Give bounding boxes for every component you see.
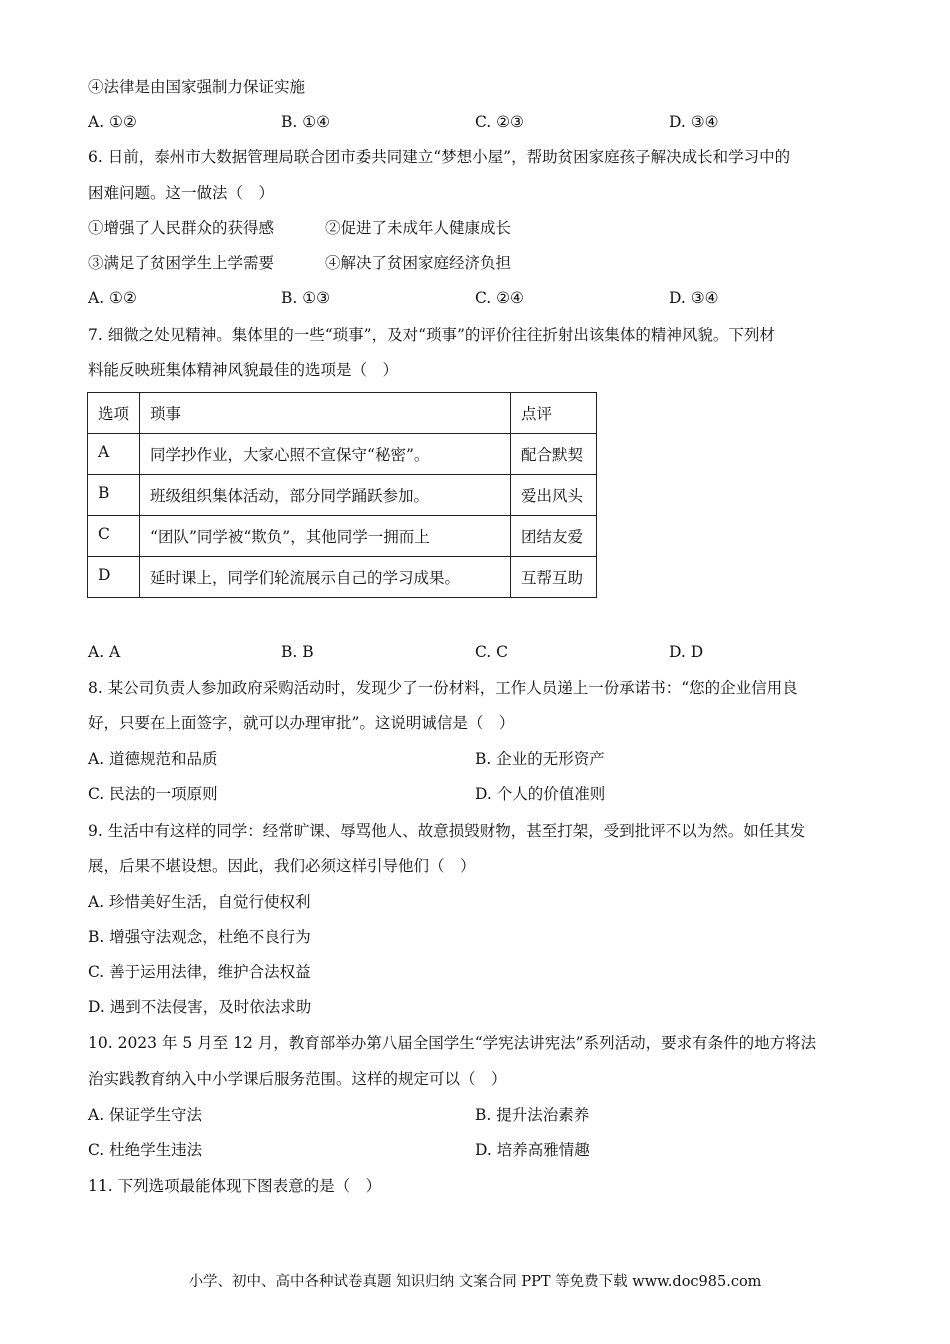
table-cell: 同学抄作业，大家心照不宣保守“秘密”。 — [140, 434, 511, 475]
q7-stem-line2: 料能反映班集体精神风貌最佳的选项是（ ） — [88, 361, 399, 379]
q10-option-b: B. 提升法治素养 — [475, 1106, 590, 1124]
table-cell: D — [88, 557, 140, 598]
q7-stem-line1: 7. 细微之处见精神。集体里的一些“琐事”，及对“琐事”的评价往往折射出该集体的精神风貌。下列材 — [88, 326, 775, 344]
table-row — [88, 516, 597, 557]
table-header-cell: 琐事 — [140, 393, 511, 434]
q8-option-b: B. 企业的无形资产 — [475, 750, 605, 768]
q10-option-d: D. 培养高雅情趣 — [475, 1141, 590, 1159]
q9-option-c: C. 善于运用法律，维护合法权益 — [88, 963, 311, 981]
table-cell: 班级组织集体活动，部分同学踊跃参加。 — [140, 475, 511, 516]
q9-stem-line2: 展，后果不堪设想。因此，我们必须这样引导他们（ ） — [88, 857, 476, 875]
q9-option-a: A. 珍惜美好生活，自觉行使权利 — [88, 893, 311, 911]
table-cell: 延时课上，同学们轮流展示自己的学习成果。 — [140, 557, 511, 598]
table-header-row — [88, 393, 597, 434]
table-cell: A — [88, 434, 140, 475]
q5-option-a: A. ①② — [88, 113, 137, 131]
q7-option-b: B. B — [281, 643, 314, 661]
q9-option-b: B. 增强守法观念，杜绝不良行为 — [88, 928, 311, 946]
q5-option-c: C. ②③ — [475, 113, 524, 131]
table-row — [88, 475, 597, 516]
q6-item-2: ②促进了未成年人健康成长 — [325, 219, 512, 237]
q8-option-d: D. 个人的价值准则 — [475, 785, 606, 803]
table-row — [88, 557, 597, 598]
q6-stem-line1: 6. 日前，泰州市大数据管理局联合团市委共同建立“梦想小屋”，帮助贫困家庭孩子解决成长和学习中的 — [88, 148, 791, 166]
q5-item-4: ④法律是由国家强制力保证实施 — [88, 78, 306, 96]
q6-option-a: A. ①② — [88, 289, 137, 307]
q10-stem-line1: 10. 2023 年 5 月至 12 月，教育部举办第八届全国学生“学宪法讲宪法”系列活动，要求有条件的地方将法 — [88, 1034, 817, 1052]
q10-stem-line2: 治实践教育纳入中小学课后服务范围。这样的规定可以（ ） — [88, 1070, 507, 1088]
q5-option-d: D. ③④ — [669, 113, 719, 131]
q6-item-4: ④解决了贫困家庭经济负担 — [325, 254, 512, 272]
q10-option-a: A. 保证学生守法 — [88, 1106, 203, 1124]
table-cell: 配合默契 — [511, 434, 597, 475]
q6-stem-line2: 困难问题。这一做法（ ） — [88, 184, 275, 202]
q7-option-a: A. A — [88, 643, 121, 661]
table-header-cell: 选项 — [88, 393, 140, 434]
q5-option-b: B. ①④ — [281, 113, 331, 131]
q8-option-c: C. 民法的一项原则 — [88, 785, 218, 803]
q7-table — [87, 392, 597, 598]
q7-option-c: C. C — [475, 643, 509, 661]
q6-item-3: ③满足了贫困学生上学需要 — [88, 254, 275, 272]
table-cell: B — [88, 475, 140, 516]
q8-stem-line2: 好，只要在上面签字，就可以办理审批”。这说明诚信是（ ） — [88, 714, 515, 732]
table-cell: C — [88, 516, 140, 557]
q11-stem-line1: 11. 下列选项最能体现下图表意的是（ ） — [88, 1177, 382, 1195]
table-cell: 互帮互助 — [511, 557, 597, 598]
table-row — [88, 434, 597, 475]
table-cell: “团队”同学被“欺负”，其他同学一拥而上 — [140, 516, 511, 557]
q6-option-c: C. ②④ — [475, 289, 524, 307]
q8-option-a: A. 道德规范和品质 — [88, 750, 218, 768]
table-cell: 爱出风头 — [511, 475, 597, 516]
q6-option-b: B. ①③ — [281, 289, 331, 307]
q9-stem-line1: 9. 生活中有这样的同学：经常旷课、辱骂他人、故意损毁财物，甚至打架，受到批评不以为然。如任其发 — [88, 822, 806, 840]
table-header-cell: 点评 — [511, 393, 597, 434]
page-footer: 小学、初中、高中各种试卷真题 知识归纳 文案合同 PPT 等免费下载 www.doc985.com — [188, 1274, 762, 1290]
q6-item-1: ①增强了人民群众的获得感 — [88, 219, 275, 237]
q10-option-c: C. 杜绝学生违法 — [88, 1141, 203, 1159]
q9-option-d: D. 遇到不法侵害，及时依法求助 — [88, 998, 312, 1016]
table-cell: 团结友爱 — [511, 516, 597, 557]
q6-option-d: D. ③④ — [669, 289, 719, 307]
q8-stem-line1: 8. 某公司负责人参加政府采购活动时，发现少了一份材料，工作人员递上一份承诺书：“您的企业信用良 — [88, 679, 798, 697]
q7-option-d: D. D — [669, 643, 704, 661]
